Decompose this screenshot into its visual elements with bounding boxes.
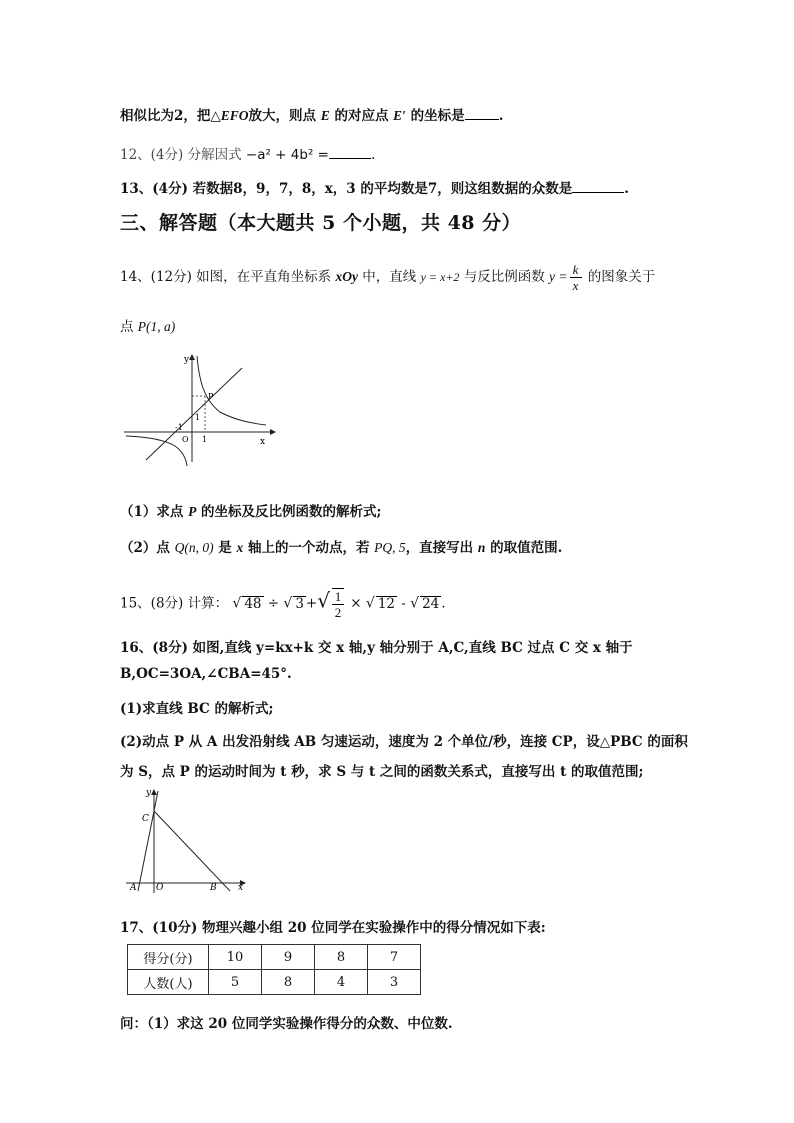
fraction-k-over-x <box>570 262 582 293</box>
table-cell: 3 <box>368 970 421 995</box>
radicand-3: 3 <box>295 595 304 612</box>
point-q: Q(n, 0) <box>174 540 214 555</box>
line-graph <box>146 368 242 460</box>
label-p: P <box>208 392 214 401</box>
triangle-name: EFO <box>220 108 249 123</box>
point-e-prime: E′ <box>393 108 406 123</box>
condition-pq: PQ, 5 <box>374 540 406 555</box>
text: 的坐标是 <box>405 108 465 124</box>
question-number: 12、(4分) 分解因式 <box>120 147 246 163</box>
label-o: O <box>156 883 164 893</box>
line-equation: y = x+2 <box>420 270 460 284</box>
question-text: 13、(4分) 若数据8，9，7，8，x，3 的平均数是7，则这组数据的众数是 <box>120 181 573 197</box>
operator-minus: - <box>401 595 406 612</box>
operator-divide: ÷ <box>267 595 280 612</box>
text: 放大，则点 <box>248 108 321 124</box>
label-a: A <box>130 883 137 893</box>
question-14-part-2 <box>120 536 562 556</box>
table-cell: 8 <box>315 945 368 970</box>
text: 中，直线 <box>357 269 421 285</box>
table-row <box>128 945 421 970</box>
y-axis-arrow <box>189 354 195 360</box>
question-16-line-1: 16、(8分) 如图,直线 y=kx+k 交 x 轴,y 轴分别于 A,C,直线 BC 过点 C 交 x 轴于 <box>120 640 633 656</box>
question-16-line-2: B,OC=3OA,∠CBA=45°. <box>120 666 292 682</box>
text: . <box>624 181 629 197</box>
label-x: x <box>260 437 266 447</box>
point-e: E <box>320 108 330 123</box>
radical-sign: √ <box>283 595 293 612</box>
text: ，直接写出 <box>405 540 478 556</box>
table-cell: 9 <box>262 945 315 970</box>
table-cell: 10 <box>209 945 262 970</box>
question-17-stem: 17、(10分) 物理兴趣小组 20 位同学在实验操作中的得分情况如下表: <box>120 920 546 936</box>
text: 的图象关于 <box>583 269 656 285</box>
question-15 <box>120 588 446 620</box>
question-16-part-2b: 为 S，点 P 的运动时间为 t 秒，求 S 与 t 之间的函数关系式，直接写出 t 的取值范围; <box>120 764 644 780</box>
text: 相似比为2，把△ <box>120 108 221 124</box>
fraction-half <box>332 588 344 620</box>
text: 的坐标及反比例函数的解析式; <box>196 504 382 520</box>
question-12 <box>120 143 375 163</box>
label-neg1: -1 <box>175 423 183 432</box>
radical-sign: √ <box>317 588 330 613</box>
label-origin: O <box>182 435 189 444</box>
question-17-part-1 <box>120 1012 453 1032</box>
denominator: 2 <box>334 605 342 620</box>
text: （1）求这 20 位同学实验操作得分的众数、中位数. <box>147 1016 453 1032</box>
label-y: y <box>146 788 152 798</box>
figure-16 <box>120 783 250 895</box>
answer-blank <box>572 191 624 193</box>
table-cell: 5 <box>209 970 262 995</box>
radical-sign: √ <box>365 595 375 612</box>
math-expression: −a² + 4b² = <box>245 147 329 163</box>
text: 与反比例函数 <box>459 269 550 285</box>
radical-sign: √ <box>232 595 242 612</box>
question-number: 15、(8分) 计算： <box>120 595 229 612</box>
numerator: k <box>572 262 579 277</box>
table-header-count: 人数(人) <box>128 970 209 995</box>
point-p: P <box>188 504 197 519</box>
text: 轴上的一个动点，若 <box>243 540 375 556</box>
label-y: y <box>184 355 190 365</box>
function-lhs: y = <box>549 269 568 284</box>
text: . <box>498 108 504 124</box>
table-row <box>128 970 421 995</box>
table-cell: 8 <box>262 970 315 995</box>
point-p: P(1, a) <box>137 319 176 334</box>
radical-sign: √ <box>410 595 420 612</box>
table-cell: 7 <box>368 945 421 970</box>
label-c: C <box>142 814 149 824</box>
denominator: x <box>572 278 579 293</box>
question-11-continuation <box>120 104 503 124</box>
radicand-24: 24 <box>422 595 440 612</box>
text: 点 <box>120 319 138 335</box>
score-table <box>127 944 421 995</box>
question-14-stem <box>120 262 655 293</box>
answer-blank <box>465 118 499 120</box>
text: 是 <box>213 540 237 556</box>
text: . <box>441 595 446 612</box>
line-bc <box>154 811 230 891</box>
label-one-x: 1 <box>202 435 208 444</box>
question-13 <box>120 177 629 197</box>
operator-times: × <box>350 595 362 612</box>
operator-plus: + <box>305 595 318 612</box>
table-cell: 4 <box>315 970 368 995</box>
hyperbola-branch-2 <box>126 436 187 466</box>
table-header-score: 得分(分) <box>128 945 209 970</box>
text: 的对应点 <box>329 108 394 124</box>
text: 14、(12分) 如图，在平直角坐标系 <box>120 269 336 285</box>
y-axis-arrow <box>151 789 157 795</box>
radicand-12: 12 <box>377 595 395 612</box>
question-16-part-1: (1)求直线 BC 的解析式; <box>120 701 274 717</box>
hyperbola-branch-1 <box>197 356 266 425</box>
label-x: x <box>238 883 244 893</box>
section-heading: 三、解答题（本大题共 5 个小题，共 48 分） <box>120 212 522 234</box>
label-b: B <box>210 883 217 893</box>
text: 问： <box>120 1016 147 1032</box>
radicand-48: 48 <box>244 595 262 612</box>
answer-blank <box>329 157 371 159</box>
label-one-y: 1 <box>195 413 201 422</box>
x-axis-arrow <box>270 429 276 435</box>
question-14-part-1 <box>120 500 382 520</box>
text: 的取值范围. <box>485 540 563 556</box>
numerator: 1 <box>334 589 342 604</box>
text: （2）点 <box>120 540 175 556</box>
var-n: n <box>477 540 486 555</box>
var-x: x <box>236 540 244 555</box>
question-16-part-2a: (2)动点 P 从 A 出发沿射线 AB 匀速运动，速度为 2 个单位/秒，连接 CP，设△PBC 的面积 <box>120 734 688 750</box>
text: . <box>370 147 376 163</box>
text: （1）求点 <box>120 504 189 520</box>
figure-14 <box>120 350 280 470</box>
line-ac <box>138 791 158 891</box>
coord-system: xOy <box>335 269 358 284</box>
question-14-stem-2 <box>120 315 175 335</box>
